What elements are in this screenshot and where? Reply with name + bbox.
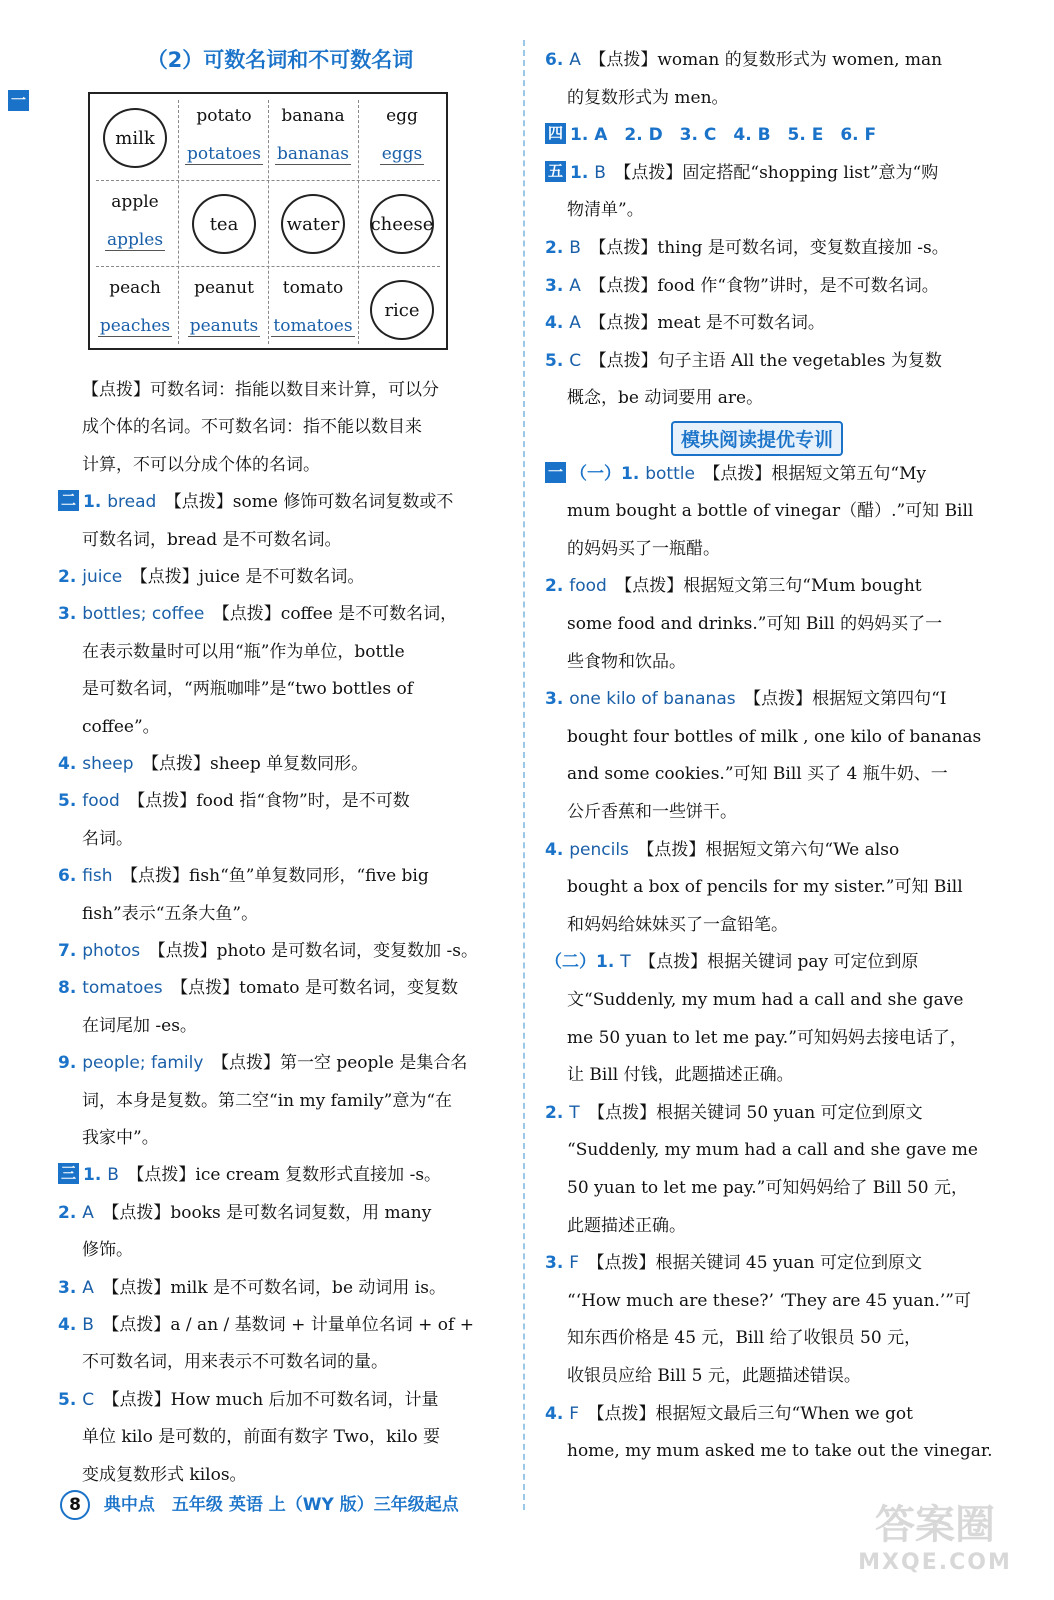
text-line (567, 982, 963, 1019)
text-line (545, 456, 926, 493)
grid-plural: tomatoes (273, 316, 353, 336)
text-line (567, 80, 729, 117)
text-line (82, 896, 258, 933)
text-line (545, 343, 942, 380)
text-line (58, 596, 457, 633)
grid-cell (357, 94, 447, 180)
answer: pencils (569, 839, 646, 860)
explanation: 让 Bill 付钱，此题描述正确。 (567, 1065, 794, 1086)
answer: C (569, 350, 599, 371)
grid-plural: peanuts (189, 316, 259, 336)
grid-plural: peaches (99, 316, 171, 336)
grid-cell (357, 180, 447, 266)
explanation: 【点拨】根据短文第六句“We also (645, 839, 900, 860)
text-line (82, 409, 422, 446)
text-line (567, 1132, 978, 1169)
grid-plural: bananas (277, 144, 349, 164)
grid-cell (179, 266, 269, 352)
section-badge: 三 (58, 1163, 79, 1184)
answer: photos (82, 941, 158, 961)
explanation: 【点拨】woman 的复数形式为 women, man (597, 50, 943, 70)
text-line (545, 832, 899, 869)
grid-word: banana (281, 106, 345, 126)
explanation: 【点拨】sheep 单复数同形。 (150, 754, 369, 774)
question-number: 3. (545, 1253, 570, 1274)
text-line (545, 944, 919, 981)
answer: food (82, 791, 137, 812)
book-title: 典中点 五年级 英语 上（WY 版）三年级起点 (103, 1495, 459, 1515)
text-line (567, 606, 942, 643)
explanation: 【点拨】tomato 是可数名词，变复数 (179, 978, 458, 999)
text-line (82, 447, 320, 484)
column-separator (523, 40, 525, 1510)
question-number: 3. (545, 275, 570, 296)
answer: bottles; coffee (82, 604, 222, 625)
answer: B (594, 162, 623, 183)
circled-word: water (281, 194, 345, 254)
circled-word: cheese (370, 194, 434, 254)
text-line (545, 1396, 913, 1433)
explanation: 的妈妈买了一瓶醋。 (567, 538, 720, 559)
explanation: 【点拨】thing 是可数名词，变复数直接加 -s。 (597, 238, 949, 258)
explanation: 单位 kilo 是可数的，前面有数字 Two，kilo 要 (82, 1427, 440, 1448)
explanation: 【点拨】a / an / 基数词 + 计量单位名词 + of + (110, 1315, 474, 1335)
grid-word: peanut (194, 278, 254, 298)
explanation: 文“Suddenly, my mum had a call and she gave (567, 990, 964, 1010)
text-line (567, 1170, 968, 1207)
answer: sheep (82, 754, 151, 774)
grid-cell (179, 180, 269, 266)
explanation: bought a box of pencils for my sister.”可知 Bill (567, 877, 963, 898)
question-number: 4. (58, 1315, 83, 1335)
explanation: 【点拨】fish“鱼”单复数同形，“five big (129, 866, 429, 887)
page-footer (60, 1490, 459, 1520)
question-number: 9. (58, 1053, 83, 1074)
watermark-logo (830, 1500, 1040, 1590)
text-line (82, 1083, 452, 1120)
text-line (545, 568, 922, 605)
text-line (82, 634, 405, 671)
question-number: 5. (58, 1389, 83, 1410)
question-number: 2. (58, 567, 83, 587)
explanation: 【点拨】coffee 是不可数名词， (221, 604, 458, 625)
text-line (567, 1433, 993, 1470)
text-line (545, 1095, 923, 1132)
question-number: 2. (545, 238, 570, 258)
answer: one kilo of bananas (569, 689, 753, 710)
answer: fish (82, 866, 130, 887)
question-number: 2. (58, 1202, 83, 1223)
question-number: 5. (545, 350, 570, 371)
explanation: “‘How much are these?’ ‘They are 45 yuan.’”可 (567, 1290, 971, 1311)
question-number: 3. (545, 689, 570, 710)
grid-cell (268, 266, 358, 352)
explanation: 不可数名词，用来表示不可数名词的量。 (82, 1352, 388, 1373)
answer: B (569, 238, 598, 258)
answer: T (569, 1102, 597, 1123)
text-line (82, 671, 413, 708)
answer: A (82, 1202, 111, 1223)
explanation: 【点拨】固定搭配“shopping list”意为“购 (622, 162, 939, 183)
explanation: 【点拨】juice 是不可数名词。 (139, 567, 365, 587)
grid-plural: eggs (381, 144, 423, 164)
watermark-text: 答案圈 (875, 1502, 995, 1548)
explanation: 【点拨】可数名词：指能以数目来计算，可以分 (82, 380, 439, 400)
section-badge: 一 (8, 90, 29, 111)
explanation: home, my mum asked me to take out the vinegar. (567, 1441, 993, 1462)
explanation: 【点拨】第一空 people 是集合名 (220, 1053, 468, 1074)
explanation: 【点拨】根据短文第三句“Mum bought (623, 576, 922, 597)
question-number: 4. (545, 313, 570, 334)
answer: A (569, 50, 598, 70)
grid-cell (357, 266, 447, 352)
explanation: 些食物和饮品。 (567, 651, 686, 672)
explanation: 计算，不可以分成个体的名词。 (82, 454, 320, 475)
explanation: 物清单”。 (567, 200, 644, 221)
question-number: 3. (58, 1277, 83, 1298)
text-line (545, 42, 942, 79)
question-number: 4. (58, 754, 83, 774)
text-line (82, 1120, 159, 1157)
answer: F (569, 1403, 596, 1424)
text-line (82, 821, 133, 858)
grid-word: tomato (282, 278, 344, 298)
question-number: 6. (545, 50, 570, 70)
grid-cell (90, 180, 180, 266)
answer: B (107, 1165, 136, 1186)
text-line (58, 1157, 441, 1194)
question-number: （一）1. (570, 463, 646, 484)
explanation: 【点拨】根据短文最后三句“When we got (596, 1403, 913, 1424)
grid-word: apple (111, 192, 159, 212)
explanation: 【点拨】meat 是不可数名词。 (597, 313, 825, 334)
explanation: 成个体的名词。不可数名词：指不能以数目来 (82, 417, 422, 438)
answer: T (620, 952, 648, 973)
text-line (567, 192, 644, 229)
explanation: 【点拨】photo 是可数名词，变复数加 -s。 (157, 941, 479, 961)
answer: A (82, 1277, 111, 1298)
text-line (58, 970, 458, 1007)
explanation: 【点拨】句子主语 All the vegetables 为复数 (598, 350, 942, 371)
question-number: 6. (58, 866, 83, 887)
text-line (545, 1245, 922, 1282)
question-number: 7. (58, 941, 83, 961)
circled-word: milk (103, 108, 167, 168)
grid-cell (90, 94, 180, 180)
question-number: 1. (83, 1165, 108, 1186)
text-line (545, 230, 949, 267)
text-line (567, 493, 973, 530)
explanation: and some cookies.”可知 Bill 买了 4 瓶牛奶、一 (567, 764, 948, 785)
text-line (567, 531, 720, 568)
explanation: 在表示数量时可以用“瓶”作为单位，bottle (82, 641, 405, 662)
answer: A (569, 313, 598, 334)
text-line (58, 1045, 467, 1082)
text-line (58, 858, 429, 895)
text-line (567, 380, 763, 417)
section-title: （2）可数名词和不可数名词 (146, 48, 414, 72)
question-number: 1. (83, 492, 108, 513)
text-line (567, 719, 981, 756)
explanation: some food and drinks.”可知 Bill 的妈妈买了一 (567, 614, 943, 634)
text-line (567, 794, 737, 831)
explanation: 50 yuan to let me pay.”可知妈妈给了 Bill 50 元， (567, 1178, 968, 1198)
text-line (545, 681, 947, 718)
text-line (567, 1320, 921, 1357)
explanation: 【点拨】根据关键词 50 yuan 可定位到原文 (596, 1102, 923, 1123)
text-line (82, 1232, 133, 1269)
explanation: 【点拨】根据短文第四句“I (752, 689, 947, 710)
text-line (82, 1419, 440, 1456)
answer: tomatoes (82, 978, 180, 999)
question-number: （二）1. (545, 952, 621, 973)
explanation: 【点拨】some 修饰可数名词复数或不 (173, 492, 454, 513)
question-number: 5. (58, 791, 83, 812)
answer: F (569, 1253, 596, 1274)
text-line (58, 783, 410, 820)
text-line (545, 305, 825, 342)
grid-word: potato (196, 106, 252, 126)
explanation: mum bought a bottle of vinegar（醋）.”可知 Bill (567, 501, 974, 522)
text-line (82, 372, 439, 409)
text-line (567, 1057, 794, 1094)
grid-plural: potatoes (187, 144, 261, 164)
question-number: 4. (545, 1403, 570, 1424)
text-line (567, 1020, 967, 1057)
text-line (567, 644, 686, 681)
grid-cell (268, 180, 358, 266)
text-line (58, 1195, 431, 1232)
grid-cell (90, 266, 180, 352)
section-badge: 二 (58, 490, 79, 511)
explanation: coffee”。 (82, 716, 160, 737)
question-number: 4. (545, 839, 570, 860)
explanation: bought four bottles of milk , one kilo of bananas (567, 726, 982, 747)
question-number: 2. (545, 1102, 570, 1123)
explanation: 修饰。 (82, 1240, 133, 1261)
explanation: me 50 yuan to let me pay.”可知妈妈去接电话了， (567, 1027, 967, 1048)
answer: A (569, 275, 598, 296)
grid-cell (179, 94, 269, 180)
text-line (58, 484, 453, 521)
explanation: 在词尾加 -es。 (82, 1015, 197, 1036)
watermark-url: MXQE.COM (858, 1550, 1012, 1575)
answer: bottle (645, 463, 712, 484)
explanation: 是可数名词，“两瓶咖啡”是“two bottles of (82, 679, 414, 700)
explanation: 可数名词，bread 是不可数名词。 (82, 529, 342, 550)
explanation: 【点拨】How much 后加不可数名词，计量 (111, 1389, 439, 1410)
explanation: 【点拨】ice cream 复数形式直接加 -s。 (135, 1165, 442, 1186)
text-line (82, 1457, 247, 1494)
answer-row: 1. A 2. D 3. C 4. B 5. E 6. F (570, 125, 877, 146)
explanation: 词，本身是复数。第二空“in my family”意为“在 (82, 1090, 453, 1111)
text-line (58, 933, 478, 970)
text-line (567, 1358, 861, 1395)
question-number: 1. (570, 162, 595, 183)
answer: juice (82, 567, 140, 587)
text-line (58, 559, 364, 596)
text-line (567, 1283, 971, 1320)
explanation: 变成复数形式 kilos。 (82, 1464, 247, 1485)
text-line (82, 1008, 197, 1045)
explanation: 知东西价格是 45 元，Bill 给了收银员 50 元， (567, 1328, 922, 1349)
text-line (58, 1270, 446, 1307)
explanation: 【点拨】根据关键词 45 yuan 可定位到原文 (596, 1253, 922, 1274)
explanation: 【点拨】milk 是不可数名词，be 动词用 is。 (110, 1277, 446, 1298)
circled-word: rice (370, 280, 434, 340)
text-line (82, 1344, 388, 1381)
text-line (545, 155, 938, 192)
answer: bread (107, 492, 174, 513)
explanation: 此题描述正确。 (567, 1215, 686, 1236)
text-line (82, 522, 342, 559)
grid-plural: apples (106, 230, 164, 250)
explanation: 公斤香蕉和一些饼干。 (567, 802, 737, 822)
grid-word: egg (386, 106, 418, 126)
explanation: 【点拨】food 指“食物”时，是不可数 (136, 791, 410, 812)
explanation: 概念，be 动词要用 are。 (567, 388, 764, 409)
text-line (82, 709, 160, 746)
explanation: 和妈妈给妹妹买了一盒铅笔。 (567, 914, 788, 935)
explanation: 【点拨】food 作“食物”讲时，是不可数名词。 (597, 275, 939, 296)
section-badge: 四 (545, 123, 566, 144)
explanation: 我家中”。 (82, 1128, 159, 1148)
text-line (58, 1307, 474, 1344)
answer: C (82, 1389, 112, 1410)
explanation: 【点拨】根据关键词 pay 可定位到原 (647, 952, 919, 973)
question-number: 8. (58, 978, 83, 999)
module-heading: 模块阅读提优专训 (671, 421, 843, 456)
explanation: 的复数形式为 men。 (567, 87, 729, 108)
circled-word: tea (192, 194, 256, 254)
section-badge: 一 (545, 462, 566, 483)
explanation: 【点拨】根据短文第五句“My (711, 463, 927, 484)
answer: people; family (82, 1053, 221, 1074)
explanation: fish”表示“五条大鱼”。 (82, 903, 259, 924)
question-number: 2. (545, 576, 570, 597)
text-line (567, 756, 948, 793)
explanation: 【点拨】books 是可数名词复数，用 many (110, 1202, 432, 1223)
section-badge: 五 (545, 161, 566, 182)
explanation: 收银员应给 Bill 5 元，此题描述错误。 (567, 1366, 861, 1386)
answer: food (569, 576, 624, 597)
text-line (58, 1382, 439, 1419)
text-line (58, 746, 368, 783)
text-line (545, 117, 876, 154)
grid-word: peach (109, 278, 161, 298)
page-number: 8 (60, 1490, 90, 1520)
answer: B (82, 1315, 111, 1335)
grid-cell (268, 94, 358, 180)
text-line (567, 869, 963, 906)
word-grid (88, 92, 448, 350)
explanation: 名词。 (82, 828, 133, 849)
explanation: “Suddenly, my mum had a call and she gave me (567, 1140, 978, 1161)
text-line (567, 1208, 686, 1245)
text-line (545, 268, 939, 305)
question-number: 3. (58, 604, 83, 625)
text-line (567, 907, 788, 944)
